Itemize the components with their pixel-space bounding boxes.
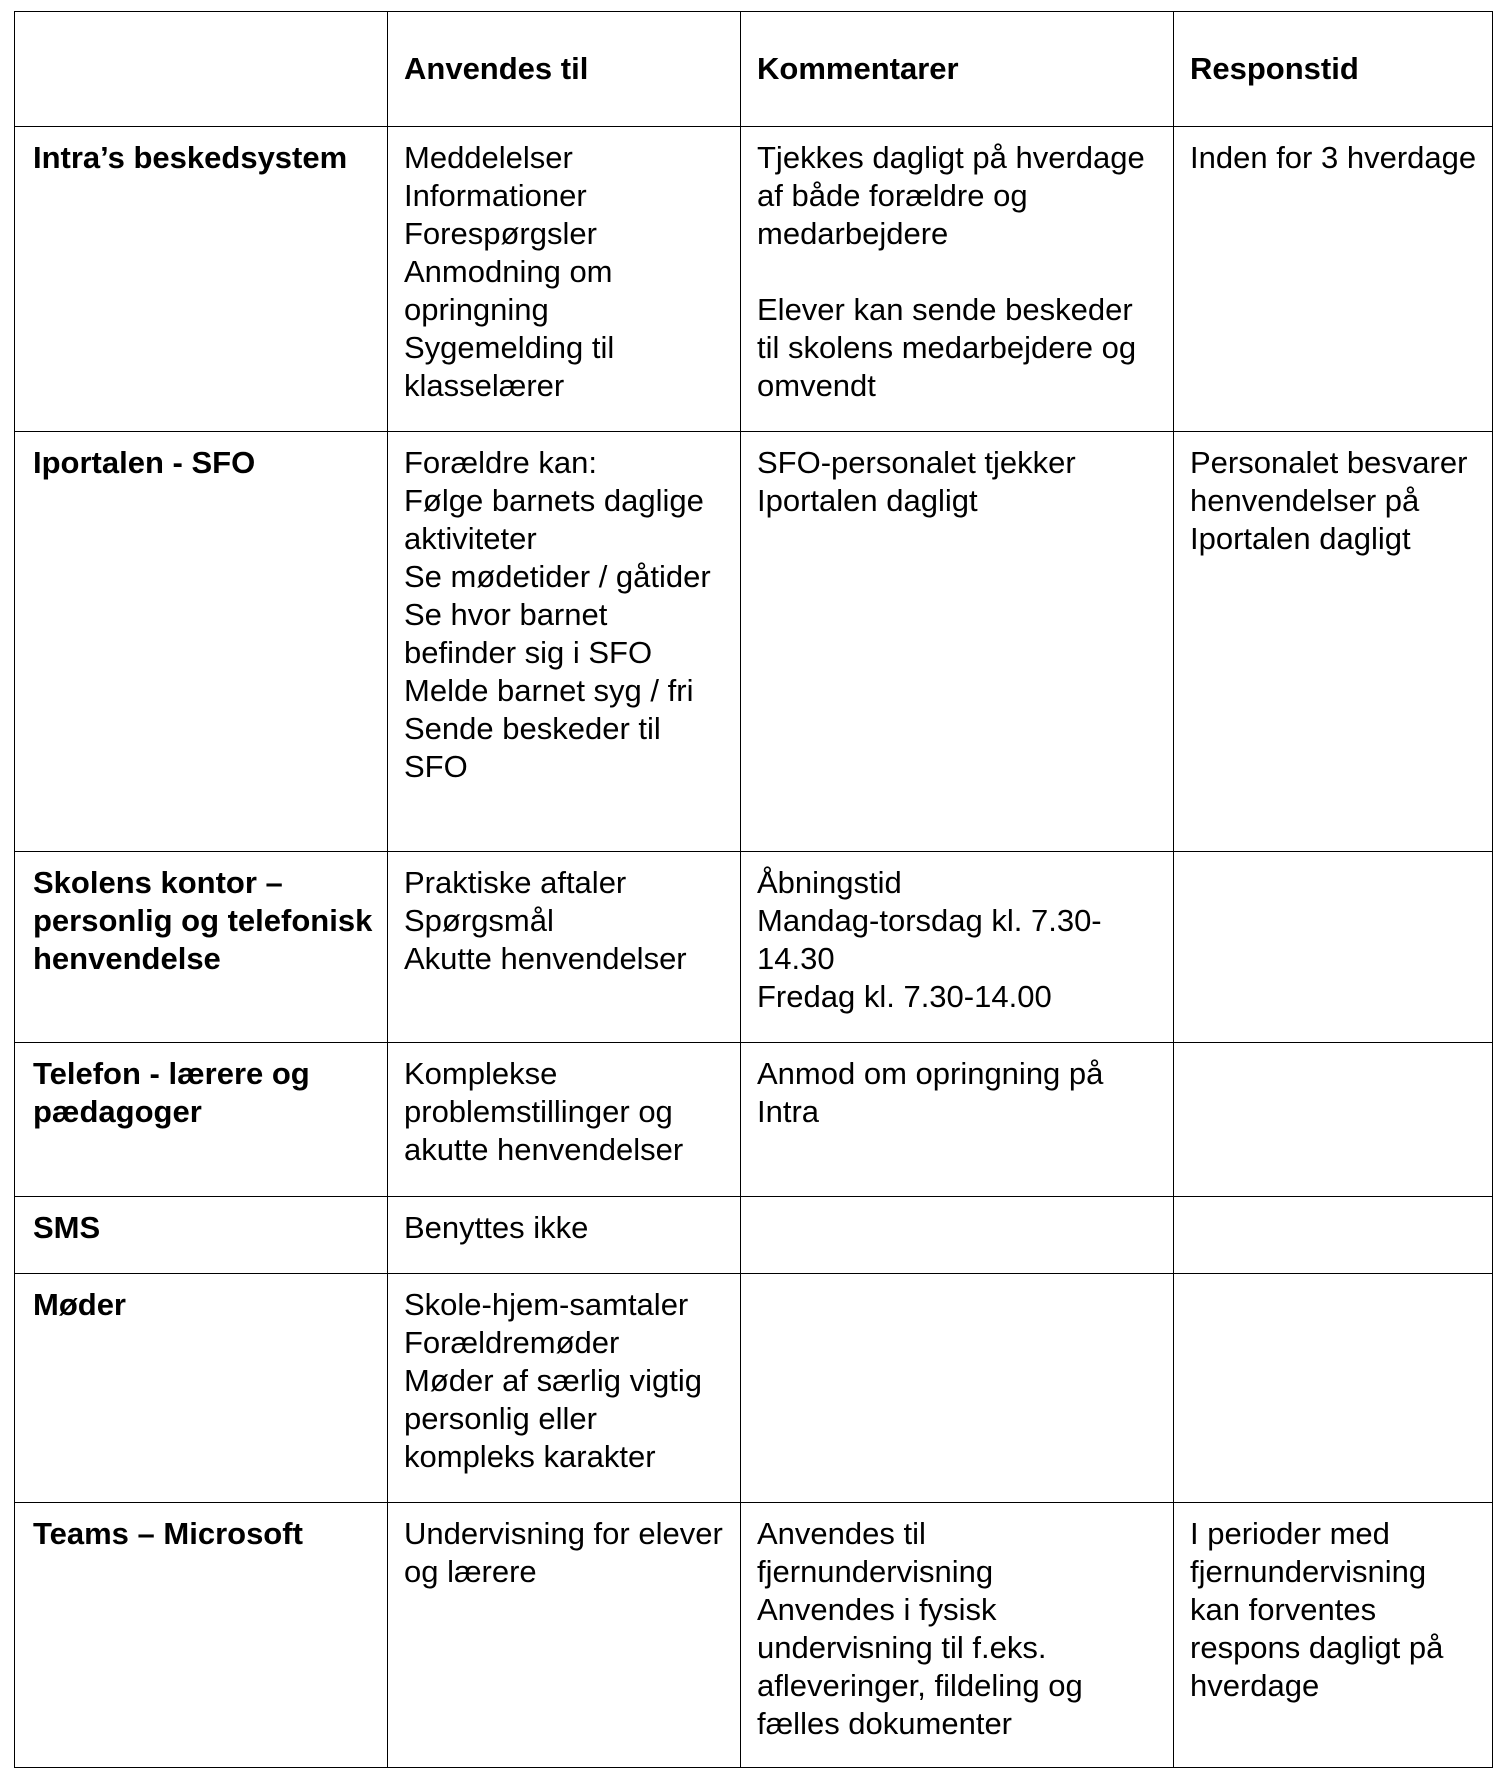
row-label: Intra’s beskedsystem	[15, 127, 388, 432]
communication-table	[14, 11, 1493, 1768]
comments-cell: Tjekkes dagligt på hverdage af både forældre og medarbejdere Elever kan sende beskeder til skolens medarbejdere og omvendt	[741, 127, 1174, 432]
row-label: Møder	[15, 1274, 388, 1503]
usage-cell: Praktiske aftaler Spørgsmål Akutte henvendelser	[388, 852, 741, 1043]
table-row	[15, 852, 1493, 1043]
table-header-row	[15, 12, 1493, 127]
table-row	[15, 1503, 1493, 1768]
header-cell-usage: Anvendes til	[388, 12, 741, 127]
row-label: Teams – Microsoft	[15, 1503, 388, 1768]
header-cell-empty	[15, 12, 388, 127]
comments-cell: SFO-personalet tjekker Iportalen dagligt	[741, 432, 1174, 852]
row-label: Skolens kontor – personlig og telefonisk henvendelse	[15, 852, 388, 1043]
response-cell: I perioder med fjernundervisning kan forventes respons dagligt på hverdage	[1174, 1503, 1493, 1768]
header-cell-response: Responstid	[1174, 12, 1493, 127]
comments-cell: Anmod om opringning på Intra	[741, 1043, 1174, 1197]
response-cell	[1174, 1197, 1493, 1274]
table-row	[15, 1043, 1493, 1197]
usage-cell: Undervisning for elever og lærere	[388, 1503, 741, 1768]
comments-cell	[741, 1197, 1174, 1274]
comments-cell	[741, 1274, 1174, 1503]
response-cell	[1174, 852, 1493, 1043]
response-cell: Personalet besvarer henvendelser på Iportalen dagligt	[1174, 432, 1493, 852]
header-cell-comments: Kommentarer	[741, 12, 1174, 127]
table-row	[15, 432, 1493, 852]
usage-cell: Meddelelser Informationer Forespørgsler Anmodning om opringning Sygemelding til klasselærer	[388, 127, 741, 432]
comments-cell: Åbningstid Mandag-torsdag kl. 7.30-14.30 Fredag kl. 7.30-14.00	[741, 852, 1174, 1043]
row-label: Telefon - lærere og pædagoger	[15, 1043, 388, 1197]
usage-cell: Forældre kan: Følge barnets daglige aktiviteter Se mødetider / gåtider Se hvor barnet befinder sig i SFO Melde barnet syg / fri Sende beskeder til SFO	[388, 432, 741, 852]
table-row	[15, 1274, 1493, 1503]
table-row	[15, 127, 1493, 432]
usage-cell: Komplekse problemstillinger og akutte henvendelser	[388, 1043, 741, 1197]
row-label: SMS	[15, 1197, 388, 1274]
usage-cell: Benyttes ikke	[388, 1197, 741, 1274]
comments-cell: Anvendes til fjernundervisning Anvendes i fysisk undervisning til f.eks. afleveringer, fildeling og fælles dokumenter	[741, 1503, 1174, 1768]
response-cell: Inden for 3 hverdage	[1174, 127, 1493, 432]
usage-cell: Skole-hjem-samtaler Forældremøder Møder af særlig vigtig personlig eller kompleks karakter	[388, 1274, 741, 1503]
row-label: Iportalen - SFO	[15, 432, 388, 852]
response-cell	[1174, 1274, 1493, 1503]
response-cell	[1174, 1043, 1493, 1197]
table-row	[15, 1197, 1493, 1274]
